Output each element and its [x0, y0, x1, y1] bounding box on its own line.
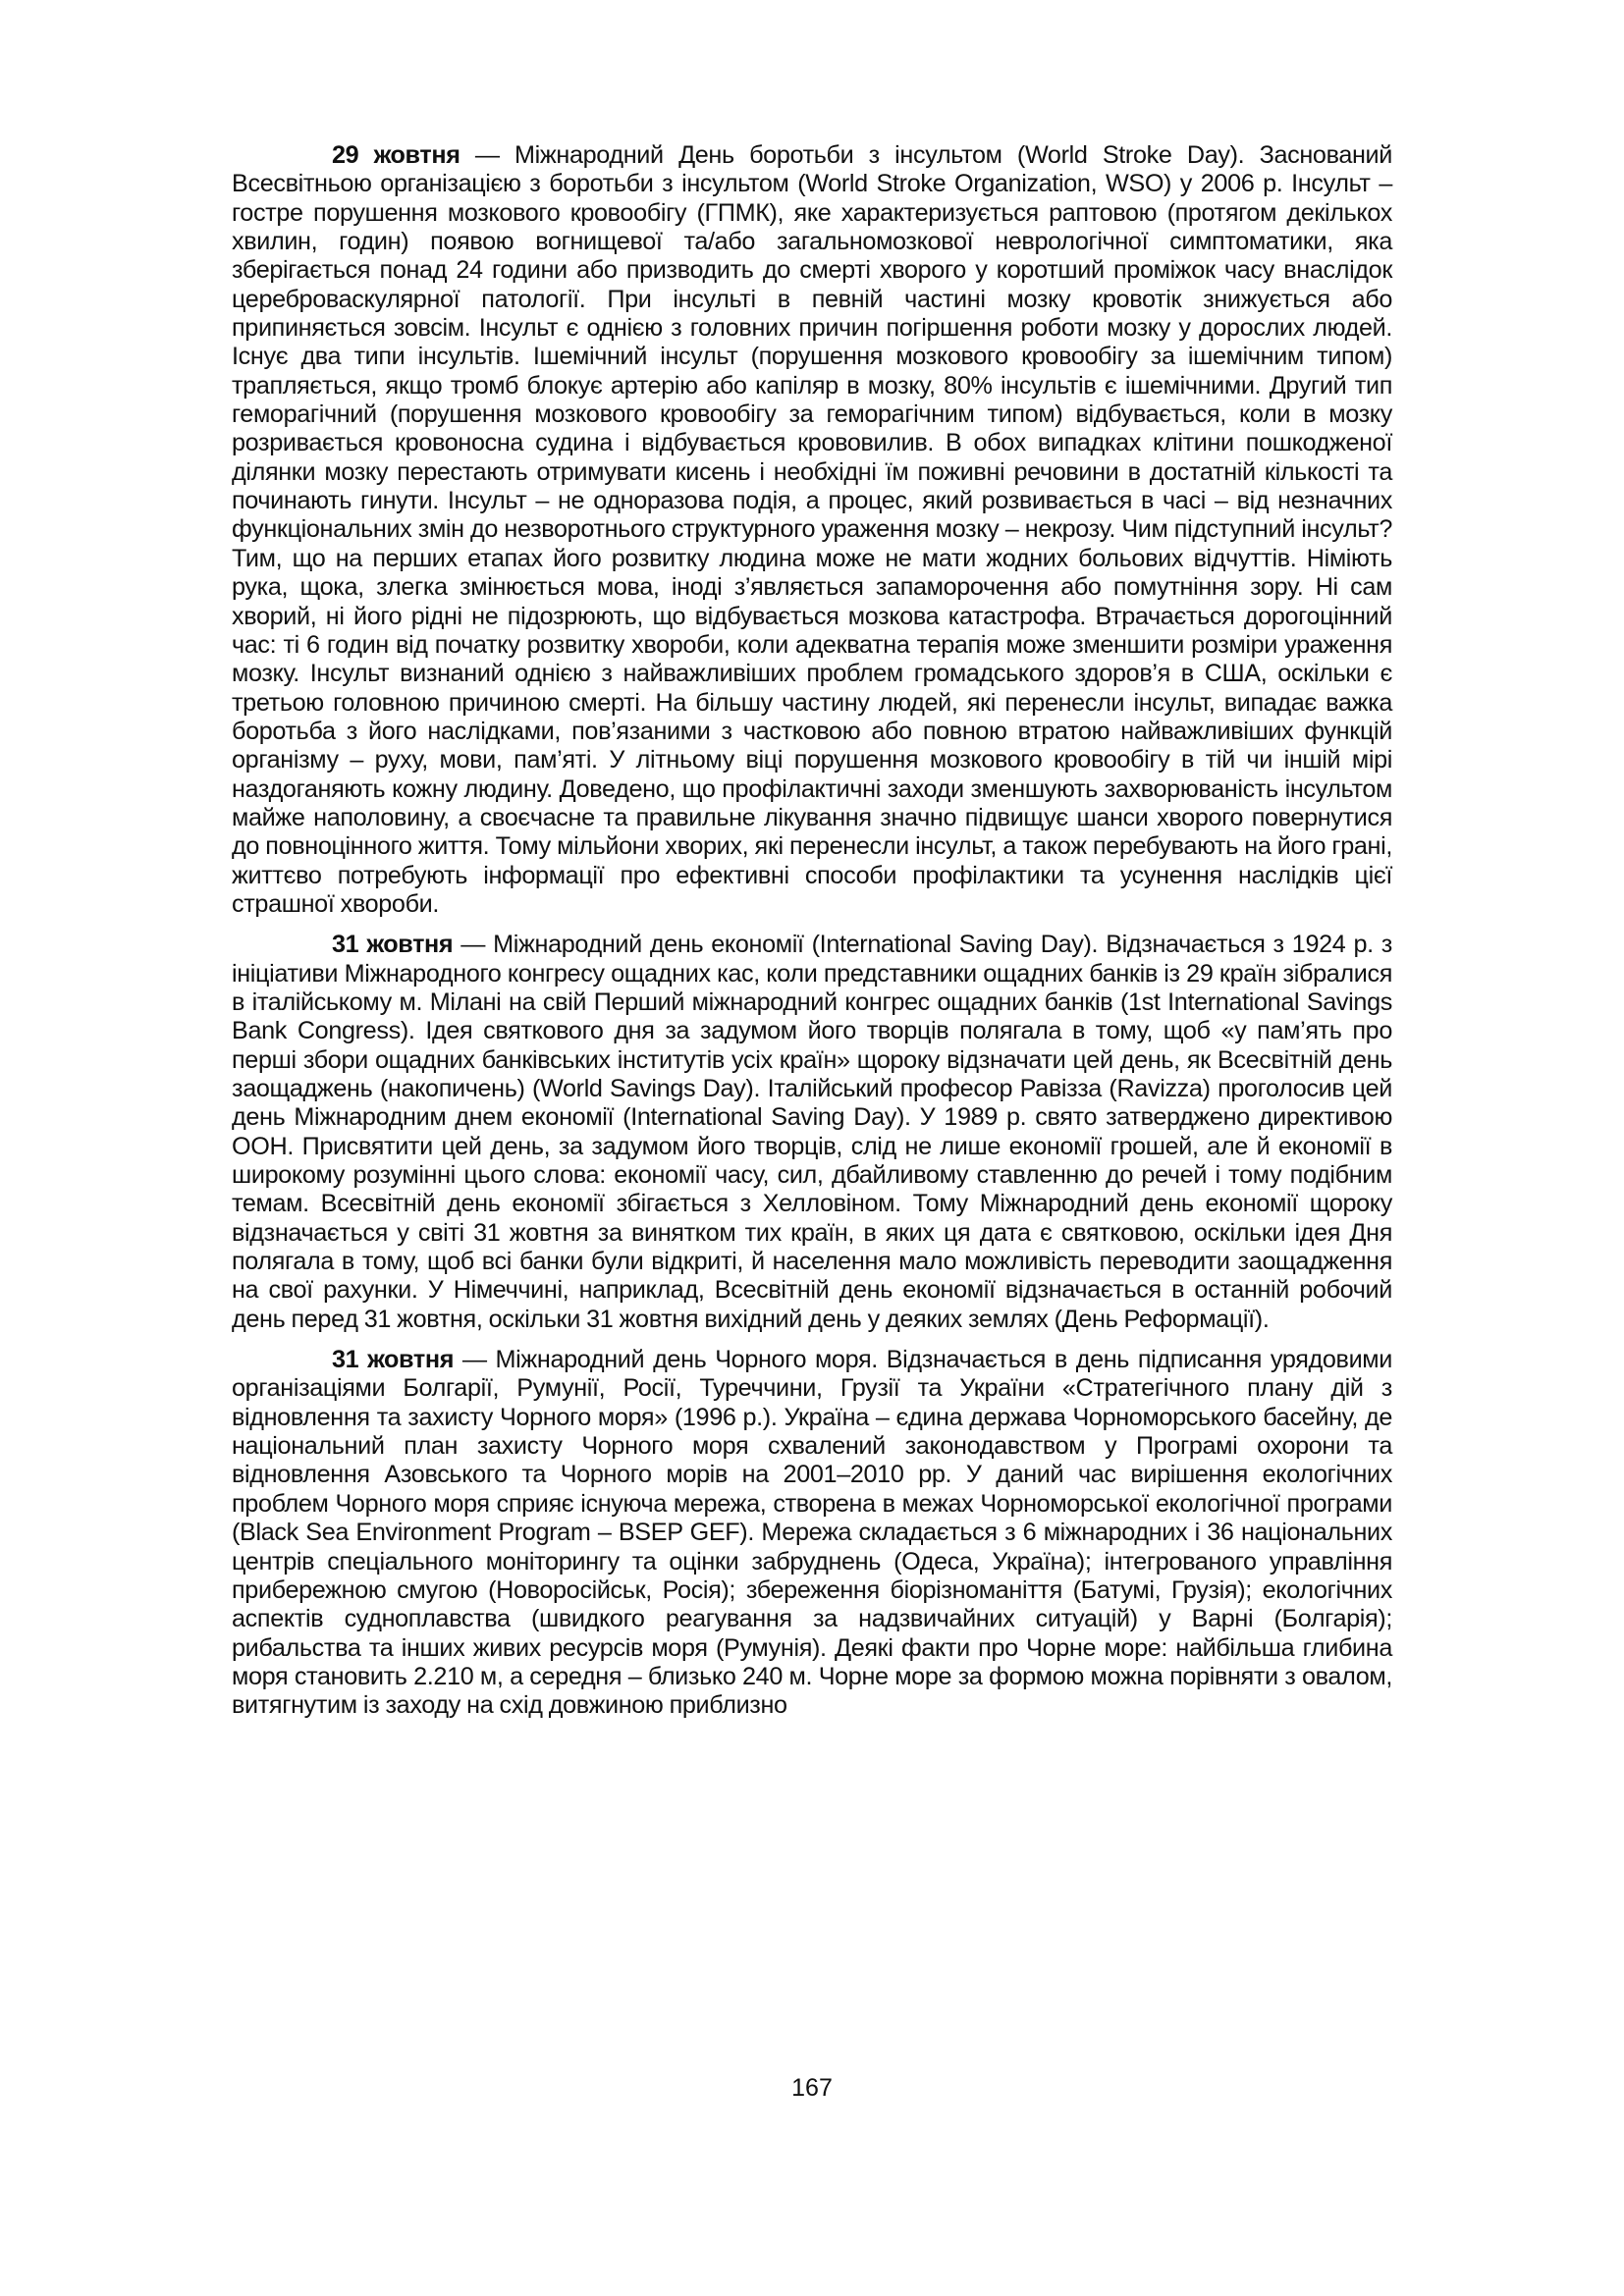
entry-date: 31 жовтня	[332, 931, 454, 959]
entry-international-saving-day	[232, 931, 1392, 1334]
entry-black-sea-day	[232, 1346, 1392, 1720]
document-page	[232, 141, 1392, 1733]
entry-dash: —	[460, 141, 515, 169]
entry-world-stroke-day	[232, 141, 1392, 919]
entry-text: Міжнародний день Чорного моря. Відзначається в день підписання урядовими організаціями Болгарії, Румунії, Росії, Туреччини, Грузії та України «Стратегічного плану дій з відновлення та захисту Чорного моря» (1996 р.). Україна – єдина держава Чорноморського басейну, де національний план захисту Чорного моря схвалений законодавством у Програмі охорони та відновлення Азовського та Чорного морів на 2001–2010 рр. У даний час вирішення екологічних проблем Чорного моря сприяє існуюча мережа, створена в межах Чорноморської екологічної програми (Black Sea Environment Program – BSEP GEF). Мережа складається з 6 міжнародних і 36 національних центрів спеціального моніторингу та оцінки забруднень (Одеса, Україна); інтегрованого управління прибережною смугою (Новоросійськ, Росія); збереження біорізноманіття (Батумі, Грузія); екологічних аспектів судноплавства (швидкого реагування за надзвичайних ситуацій) у Варні (Болгарія); рибальства та інших живих ресурсів моря (Румунія). Деякі факти про Чорне море: найбільша глибина моря становить 2.210 м, а середня – близько 240 м. Чорне море за формою можна порівняти з овалом, витягнутим із заходу на схід довжиною приблизно	[232, 1346, 1392, 1720]
page-number: 167	[791, 2074, 833, 2102]
entry-text: Міжнародний День боротьби з інсультом (World Stroke Day). Заснований Всесвітньою організацією з боротьби з інсультом (World Stroke Organization, WSO) у 2006 р. Інсульт – гостре порушення мозкового кровообігу (ГПМК), яке характеризується раптовою (протягом декількох хвилин, годин) появою вогнищевої та/або загальномозкової неврологічної симптоматики, яка зберігається понад 24 години або призводить до смерті хворого у коротший проміжок часу внаслідок цереброваскулярної патології. При інсульті в певній частині мозку кровотік знижується або припиняється зовсім. Інсульт є однією з головних причин погіршення роботи мозку у дорослих людей. Існує два типи інсультів. Ішемічний інсульт (порушення мозкового кровообігу за ішемічним типом) трапляється, якщо тромб блокує артерію або капіляр в мозку, 80% інсультів є ішемічними. Другий тип геморагічний (порушення мозкового кровообігу за геморагічним типом) відбувається, коли в мозку розривається кровоносна судина і відбувається крововилив. В обох випадках клітини пошкодженої ділянки мозку перестають отримувати кисень і необхідні їм поживні речовини в достатній кількості та починають гинути. Інсульт – не одноразова подія, а процес, який розвивається в часі – від незначних функціональних змін до незворотнього структурного ураження мозку – некрозу. Чим підступний інсульт? Тим, що на перших етапах його розвитку людина може не мати жодних больових відчуттів. Німіють рука, щока, злегка змінюється мова, іноді з’являється запаморочення або помутніння зору. Ні сам хворий, ні його рідні не підозрюють, що відбувається мозкова катастрофа. Втрачається дорогоцінний час: ті 6 годин від початку розвитку хвороби, коли адекватна терапія може зменшити розміри ураження мозку. Інсульт визнаний однією з найважливіших проблем громадського здоров’я в США, оскільки є третьою головною причиною смерті. На більшу частину людей, які перенесли інсульт, випадає важка боротьба з його наслідками, пов’язаними з частковою або повною втратою найважливіших функцій організму – руху, мови, пам’яті. У літньому віці порушення мозкового кровообігу в тій чи іншій мірі наздоганяють кожну людину. Доведено, що профілактичні заходи зменшують захворюваність інсультом майже наполовину, а своєчасне та правильне лікування значно підвищує шанси хворого повернутися до повноцінного життя. Тому мільйони хворих, які перенесли інсульт, а також перебувають на його грані, життєво потребують інформації про ефективні способи профілактики та усунення наслідків цієї страшної хвороби.	[232, 141, 1392, 918]
entry-text: Міжнародний день економії (International Saving Day). Відзначається з 1924 р. з ініціативи Міжнародного конгресу ощадних кас, коли представники ощадних банків із 29 країн зібралися в італійському м. Мілані на свій Перший міжнародний конгрес ощадних банків (1st International Savings Bank Congress). Ідея святкового дня за задумом його творців полягала в тому, щоб «у пам’ять про перші збори ощадних банківських інститутів усіх країн» щороку відзначати цей день, як Всесвітній день заощаджень (накопичень) (World Savings Day). Італійський професор Равізза (Ravizza) проголосив цей день Міжнародним днем економії (International Saving Day). У 1989 р. свято затверджено директивою ООН. Присвятити цей день, за задумом його творців, слід не лише економії грошей, але й економії в широкому розумінні цього слова: економії часу, сил, дбайливому ставленню до речей і тому подібним темам. Всесвітній день економії збігається з Хелловіном. Тому Міжнародний день економії щороку відзначається у світі 31 жовтня за винятком тих країн, в яких ця дата є святковою, оскільки ідея Дня полягала в тому, щоб всі банки були відкриті, й населення мало можливість переводити заощадження на свої рахунки. У Німеччині, наприклад, Всесвітній день економії відзначається в останній робочий день перед 31 жовтня, оскільки 31 жовтня вихідний день у деяких землях (День Реформації).	[232, 931, 1392, 1333]
entry-date: 29 жовтня	[332, 141, 460, 169]
entry-dash: —	[454, 1346, 496, 1374]
entry-dash: —	[453, 931, 494, 959]
entry-date: 31 жовтня	[332, 1346, 455, 1374]
